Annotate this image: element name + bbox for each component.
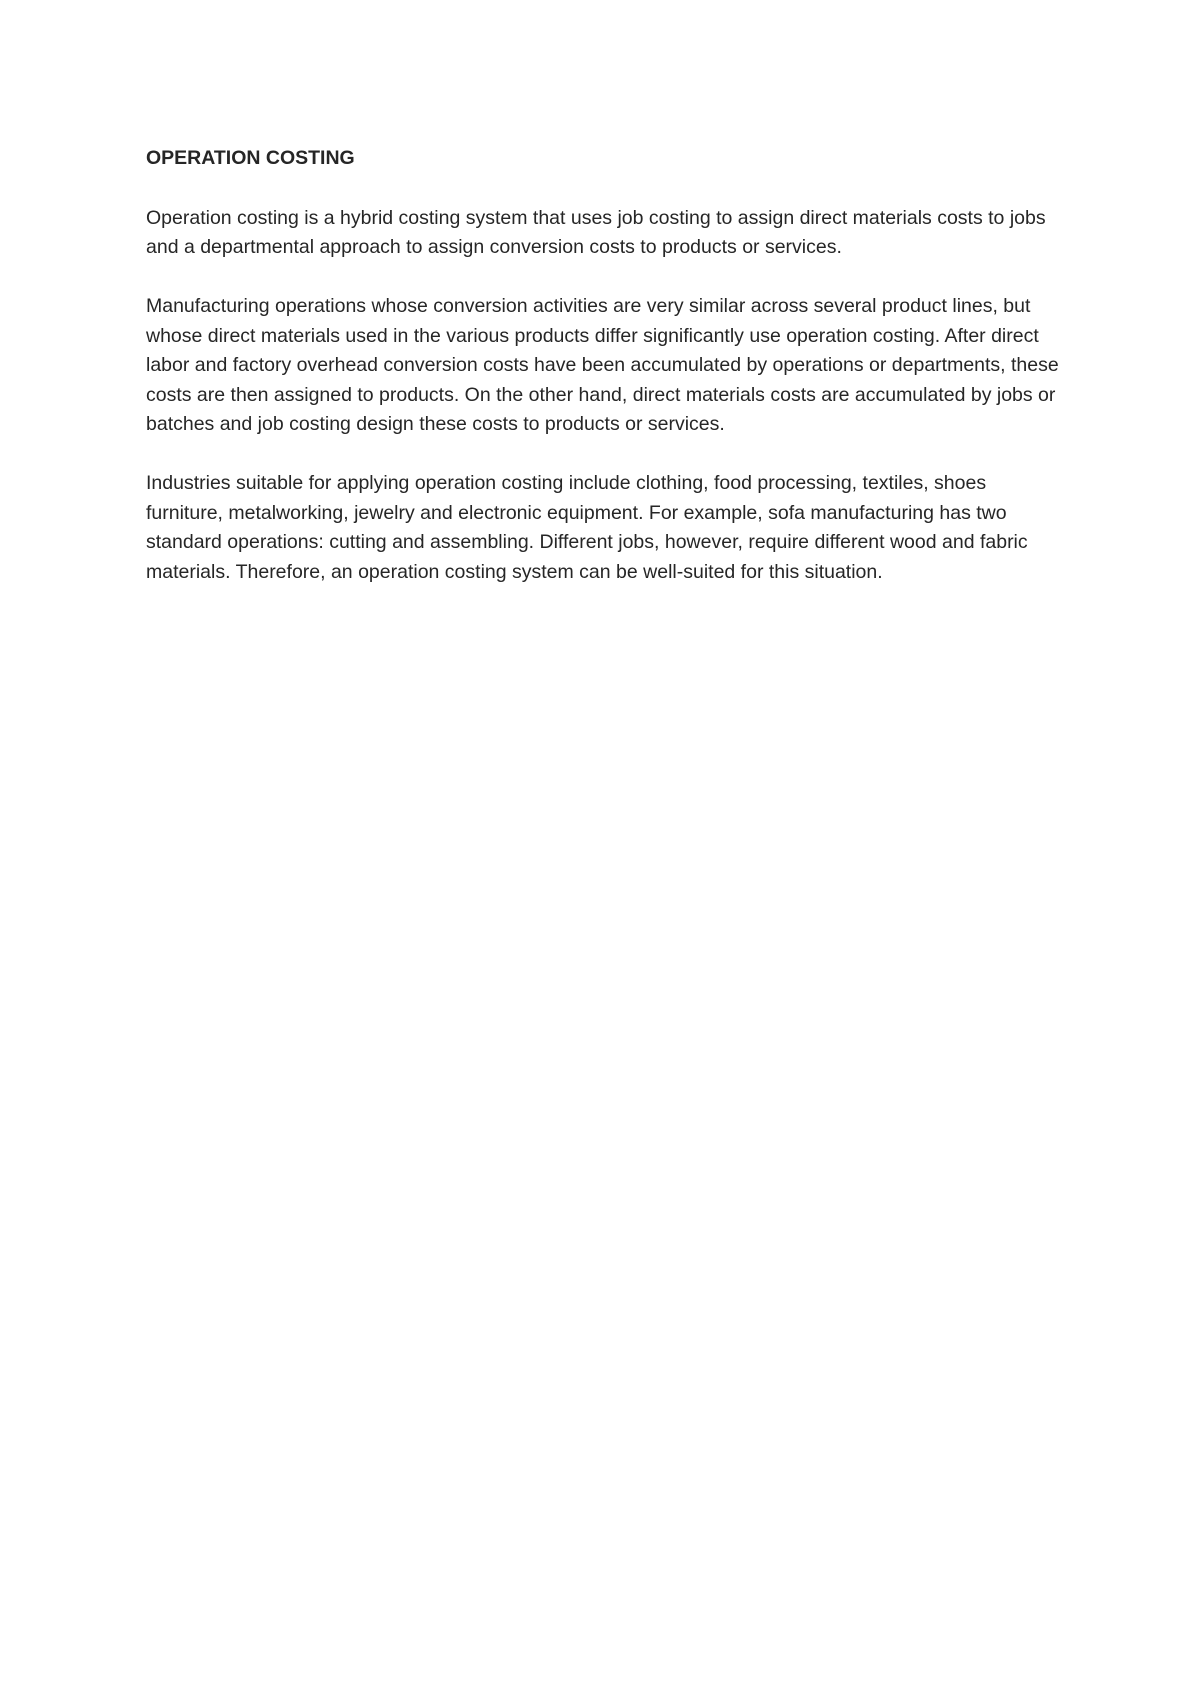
paragraph-industries: Industries suitable for applying operation costing include clothing, food processing, textiles, shoes furniture, metalworking, jewelry and electronic equipment. For example, sofa manufacturing has two standard operations: cutting and assembling. Different jobs, however, require different wood and fabric materials. Therefore, an operation costing system can be well-suited for this situation. — [146, 472, 1028, 583]
document-title: OPERATION COSTING — [146, 147, 355, 169]
document-body — [146, 144, 1068, 617]
paragraph-definition: Operation costing is a hybrid costing system that uses job costing to assign direct materials costs to jobs and a departmental approach to assign conversion costs to products or services. — [146, 206, 1046, 258]
paragraph-manufacturing-operations: Manufacturing operations whose conversion activities are very similar across several product lines, but whose direct materials used in the various products differ significantly use operation costing. After direct labor and factory overhead conversion costs have been accumulated by operations or departments, these costs are then assigned to products. On the other hand, direct materials costs are accumulated by jobs or batches and job costing design these costs to products or services. — [146, 295, 1059, 435]
